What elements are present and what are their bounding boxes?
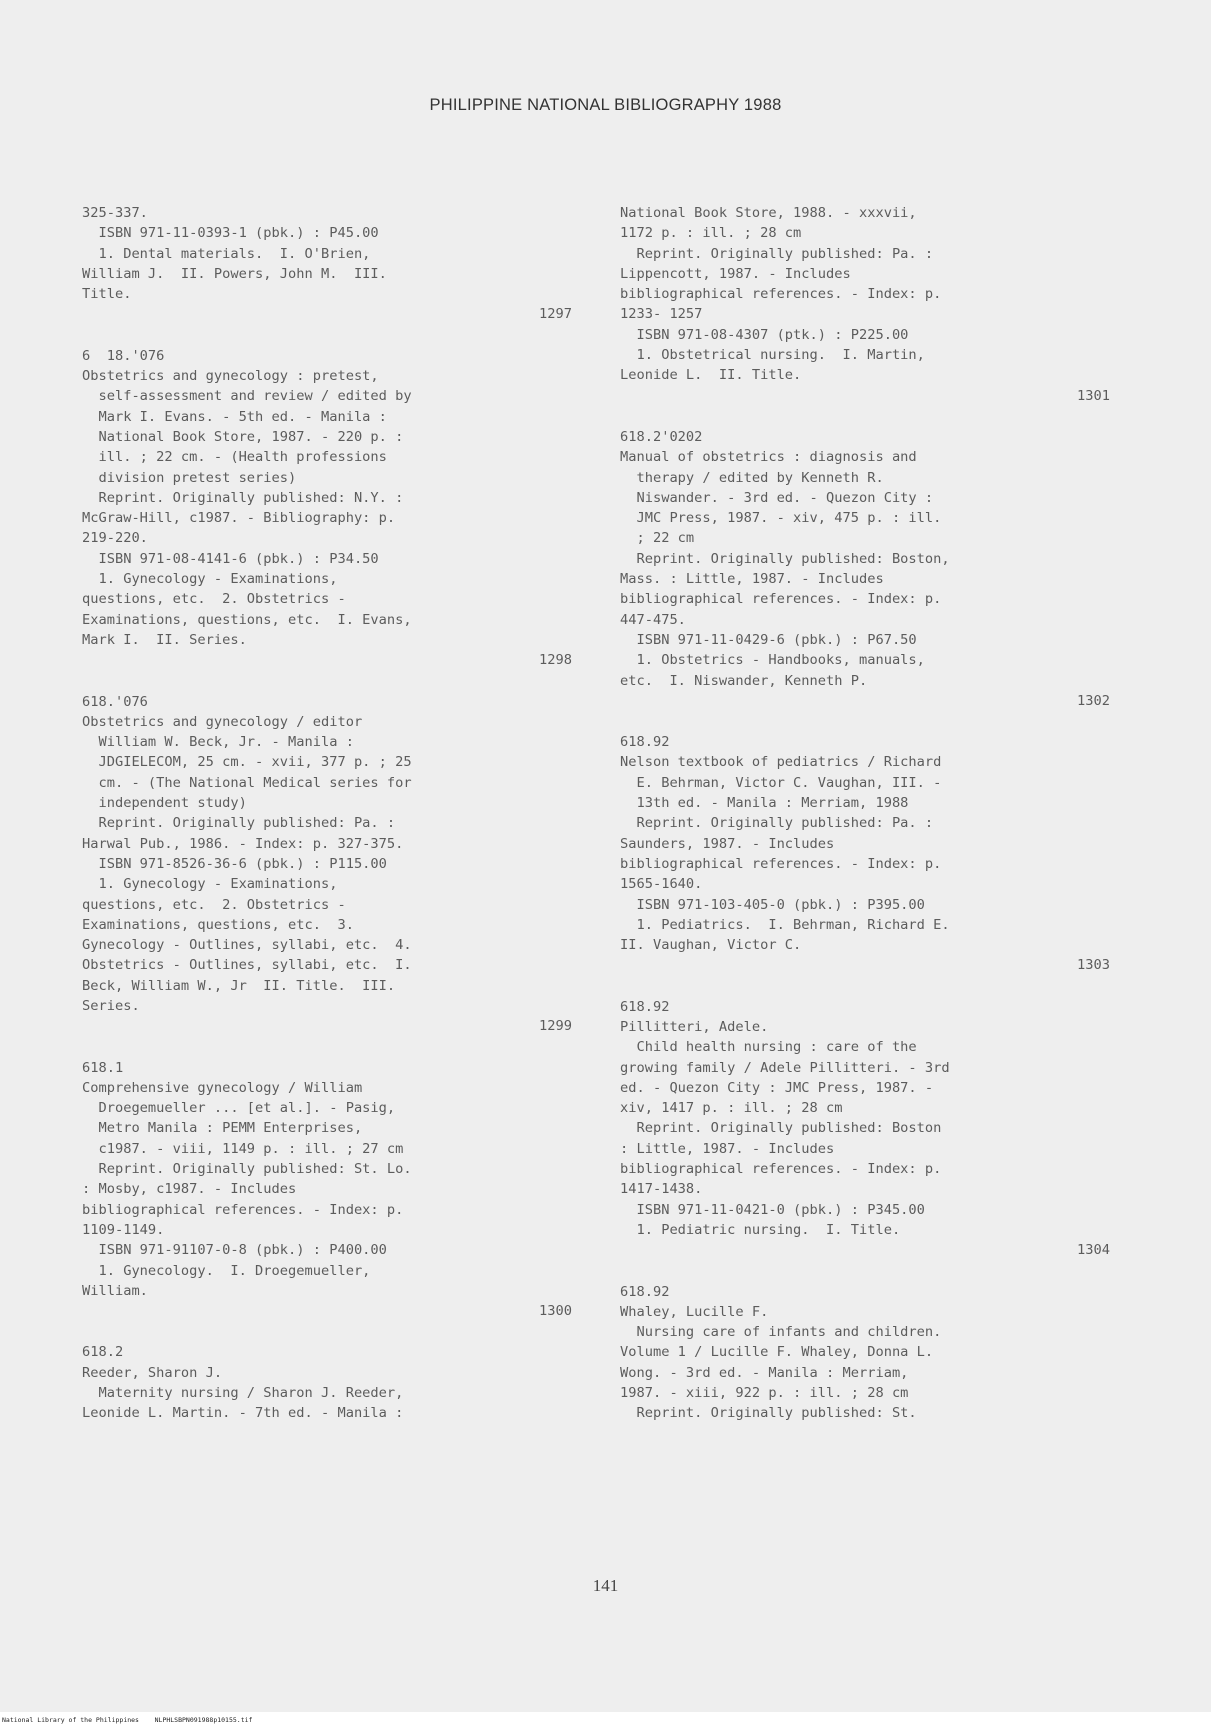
entry-line: 1233- 1257	[620, 306, 703, 323]
entry-line: E. Behrman, Victor C. Vaughan, III. -	[620, 774, 942, 791]
entry-line: Volume 1 / Lucille F. Whaley, Donna L.	[620, 1344, 934, 1361]
entry-line: 1. Pediatrics. I. Behrman, Richard E.	[620, 916, 950, 933]
entry-line: 325-337.	[82, 205, 148, 221]
entry-line: 1. Obstetrics - Handbooks, manuals,	[620, 652, 925, 669]
entry-line: Nelson textbook of pediatrics / Richard	[620, 754, 942, 771]
entry-line: Reprint. Originally published: Boston,	[620, 550, 950, 567]
entry-line: 1. Gynecology - Examinations,	[82, 571, 338, 588]
entry-line: Mark I. II. Series.	[82, 631, 247, 648]
entry-line: c1987. - viii, 1149 p. : ill. ; 27 cm	[82, 1140, 404, 1157]
bibliography-entry	[82, 203, 572, 325]
entry-line: Reprint. Originally published: Pa. :	[620, 245, 934, 262]
entry-line: National Book Store, 1988. - xxxvii,	[620, 205, 917, 221]
entry-gap	[82, 1321, 572, 1342]
bibliography-entry	[82, 692, 572, 1037]
entry-line: 618.92	[620, 998, 670, 1015]
bibliography-entry	[620, 1282, 1110, 1424]
entry-line: Obstetrics and gynecology / editor	[82, 713, 363, 730]
page-header: PHILIPPINE NATIONAL BIBLIOGRAPHY 1988	[429, 96, 782, 114]
entry-line: Beck, William W., Jr II. Title. III.	[82, 977, 396, 994]
right-column	[620, 203, 1110, 1424]
entry-number: 1301	[1077, 387, 1110, 404]
entry-line: Obstetrics - Outlines, syllabi, etc. I.	[82, 957, 412, 974]
entry-line: bibliographical references. - Index: p.	[620, 591, 942, 608]
entry-line: Leonide L. II. Title.	[620, 367, 802, 384]
entry-line: JMC Press, 1987. - xiv, 475 p. : ill.	[620, 510, 942, 527]
entry-line: Pillitteri, Adele.	[620, 1018, 769, 1035]
page-number: 141	[592, 1576, 619, 1595]
entry-line: 1565-1640.	[620, 876, 703, 893]
entry-line: ed. - Quezon City : JMC Press, 1987. -	[620, 1079, 934, 1096]
entry-line: 1417-1438.	[620, 1181, 703, 1198]
entry-line: growing family / Adele Pillitteri. - 3rd	[620, 1059, 950, 1076]
entry-line: Mass. : Little, 1987. - Includes	[620, 571, 884, 588]
entry-line: Mark I. Evans. - 5th ed. - Manila :	[82, 408, 387, 425]
entry-line: 1. Dental materials. I. O'Brien,	[82, 245, 371, 262]
entry-line: Series.	[82, 997, 140, 1014]
entry-line: ISBN 971-103-405-0 (pbk.) : P395.00	[620, 896, 925, 913]
entry-line: 1. Gynecology. I. Droegemueller,	[82, 1262, 371, 1279]
entry-line: 6 18.'076	[82, 347, 165, 364]
entry-line: bibliographical references. - Index: p.	[82, 1201, 404, 1218]
entry-number: 1298	[539, 652, 572, 669]
entry-line: Obstetrics and gynecology : pretest,	[82, 368, 379, 385]
entry-number: 1299	[539, 1018, 572, 1035]
bibliography-entry	[82, 1058, 572, 1322]
entry-line: Niswander. - 3rd ed. - Quezon City :	[620, 489, 934, 506]
entry-line: 618.92	[620, 734, 670, 751]
entry-gap	[620, 406, 1110, 427]
entry-number: 1304	[1077, 1242, 1110, 1259]
entry-line: ISBN 971-08-4307 (ptk.) : P225.00	[620, 326, 909, 343]
entry-line: II. Vaughan, Victor C.	[620, 937, 802, 954]
entry-number: 1302	[1077, 692, 1110, 709]
entry-line: Title.	[82, 286, 132, 303]
entry-line: Examinations, questions, etc. I. Evans,	[82, 611, 412, 628]
entry-line: 618.'076	[82, 693, 148, 710]
entry-line: 618.1	[82, 1059, 124, 1076]
entry-line: William W. Beck, Jr. - Manila :	[82, 734, 354, 751]
entry-line: bibliographical references. - Index: p.	[620, 855, 942, 872]
entry-line: Reprint. Originally published: St. Lo.	[82, 1161, 412, 1178]
entry-line: Wong. - 3rd ed. - Manila : Merriam,	[620, 1364, 909, 1381]
entry-line: Reeder, Sharon J.	[82, 1364, 223, 1381]
entry-line: questions, etc. 2. Obstetrics -	[82, 591, 346, 608]
entry-gap	[620, 976, 1110, 997]
entry-line: ISBN 971-11-0393-1 (pbk.) : P45.00	[82, 225, 379, 242]
entry-line: Reprint. Originally published: Boston	[620, 1120, 942, 1137]
entry-line: JDGIELECOM, 25 cm. - xvii, 377 p. ; 25	[82, 754, 412, 771]
entry-line: 1987. - xiii, 922 p. : ill. ; 28 cm	[620, 1385, 909, 1402]
entry-line: 13th ed. - Manila : Merriam, 1988	[620, 795, 909, 812]
entry-gap	[82, 671, 572, 692]
entry-line: ISBN 971-11-0429-6 (pbk.) : P67.50	[620, 631, 917, 648]
entry-line: William J. II. Powers, John M. III.	[82, 265, 387, 282]
entry-line: ISBN 971-8526-36-6 (pbk.) : P115.00	[82, 855, 387, 872]
entry-line: William.	[82, 1282, 148, 1299]
entry-line: 1109-1149.	[82, 1221, 165, 1238]
entry-line: Harwal Pub., 1986. - Index: p. 327-375.	[82, 835, 404, 852]
entry-line: questions, etc. 2. Obstetrics -	[82, 896, 346, 913]
entry-number: 1303	[1077, 957, 1110, 974]
entry-line: Maternity nursing / Sharon J. Reeder,	[82, 1385, 404, 1402]
entry-line: ; 22 cm	[620, 530, 695, 547]
entry-line: : Mosby, c1987. - Includes	[82, 1181, 297, 1198]
footer-text: National Library of the Philippines NLPHLSBPN091988p10155.tif	[2, 1716, 253, 1724]
entry-gap	[82, 325, 572, 346]
entry-line: xiv, 1417 p. : ill. ; 28 cm	[620, 1100, 843, 1117]
entry-line: Metro Manila : PEMM Enterprises,	[82, 1120, 363, 1137]
entry-line: 1. Gynecology - Examinations,	[82, 876, 338, 893]
entry-line: self-assessment and review / edited by	[82, 388, 412, 405]
entry-gap	[620, 711, 1110, 732]
bibliography-entry	[82, 1342, 572, 1423]
left-column	[82, 203, 572, 1424]
entry-line: division pretest series)	[82, 469, 297, 486]
entry-line: ISBN 971-08-4141-6 (pbk.) : P34.50	[82, 550, 379, 567]
entry-line: bibliographical references. - Index: p.	[620, 286, 942, 303]
entry-gap	[620, 1261, 1110, 1282]
entry-line: National Book Store, 1987. - 220 p. :	[82, 428, 404, 445]
entry-line: Droegemueller ... [et al.]. - Pasig,	[82, 1100, 396, 1117]
bibliography-entry	[620, 732, 1110, 976]
entry-line: 618.2'0202	[620, 428, 703, 445]
entry-line: bibliographical references. - Index: p.	[620, 1161, 942, 1178]
entry-line: Whaley, Lucille F.	[620, 1303, 769, 1320]
entry-line: Examinations, questions, etc. 3.	[82, 916, 354, 933]
bibliography-entry	[620, 427, 1110, 711]
entry-line: Manual of obstetrics : diagnosis and	[620, 449, 917, 466]
entry-line: Comprehensive gynecology / William	[82, 1079, 363, 1096]
entry-line: Nursing care of infants and children.	[620, 1324, 942, 1341]
entry-line: ISBN 971-11-0421-0 (pbk.) : P345.00	[620, 1201, 925, 1218]
entry-line: 1. Pediatric nursing. I. Title.	[620, 1221, 901, 1238]
bibliography-entry	[620, 997, 1110, 1261]
entry-line: Reprint. Originally published: N.Y. :	[82, 489, 404, 506]
entry-line: Reprint. Originally published: Pa. :	[82, 815, 396, 832]
entry-line: Gynecology - Outlines, syllabi, etc. 4.	[82, 937, 412, 954]
entry-line: 447-475.	[620, 611, 686, 628]
entry-line: independent study)	[82, 795, 247, 812]
entry-line: Saunders, 1987. - Includes	[620, 835, 835, 852]
entry-line: Leonide L. Martin. - 7th ed. - Manila :	[82, 1405, 404, 1422]
entry-line: cm. - (The National Medical series for	[82, 774, 412, 791]
entry-line: ISBN 971-91107-0-8 (pbk.) : P400.00	[82, 1242, 387, 1259]
bibliography-entry	[620, 203, 1110, 406]
entry-line: 618.2	[82, 1344, 124, 1361]
entry-line: Reprint. Originally published: St.	[620, 1405, 917, 1422]
entry-line: ill. ; 22 cm. - (Health professions	[82, 449, 387, 466]
entry-line: etc. I. Niswander, Kenneth P.	[620, 672, 868, 689]
entry-number: 1300	[539, 1303, 572, 1320]
entry-line: Reprint. Originally published: Pa. :	[620, 815, 934, 832]
entry-number: 1297	[539, 306, 572, 323]
entry-line: Child health nursing : care of the	[620, 1039, 917, 1056]
entry-line: 219-220.	[82, 530, 148, 547]
entry-gap	[82, 1037, 572, 1058]
entry-line: 1172 p. : ill. ; 28 cm	[620, 225, 802, 242]
entry-line: therapy / edited by Kenneth R.	[620, 469, 884, 486]
entry-line: 1. Obstetrical nursing. I. Martin,	[620, 347, 925, 364]
entry-line: 618.92	[620, 1283, 670, 1300]
entry-line: McGraw-Hill, c1987. - Bibliography: p.	[82, 510, 396, 527]
bibliography-entry	[82, 346, 572, 671]
entry-line: : Little, 1987. - Includes	[620, 1140, 835, 1157]
entry-line: Lippencott, 1987. - Includes	[620, 265, 851, 282]
